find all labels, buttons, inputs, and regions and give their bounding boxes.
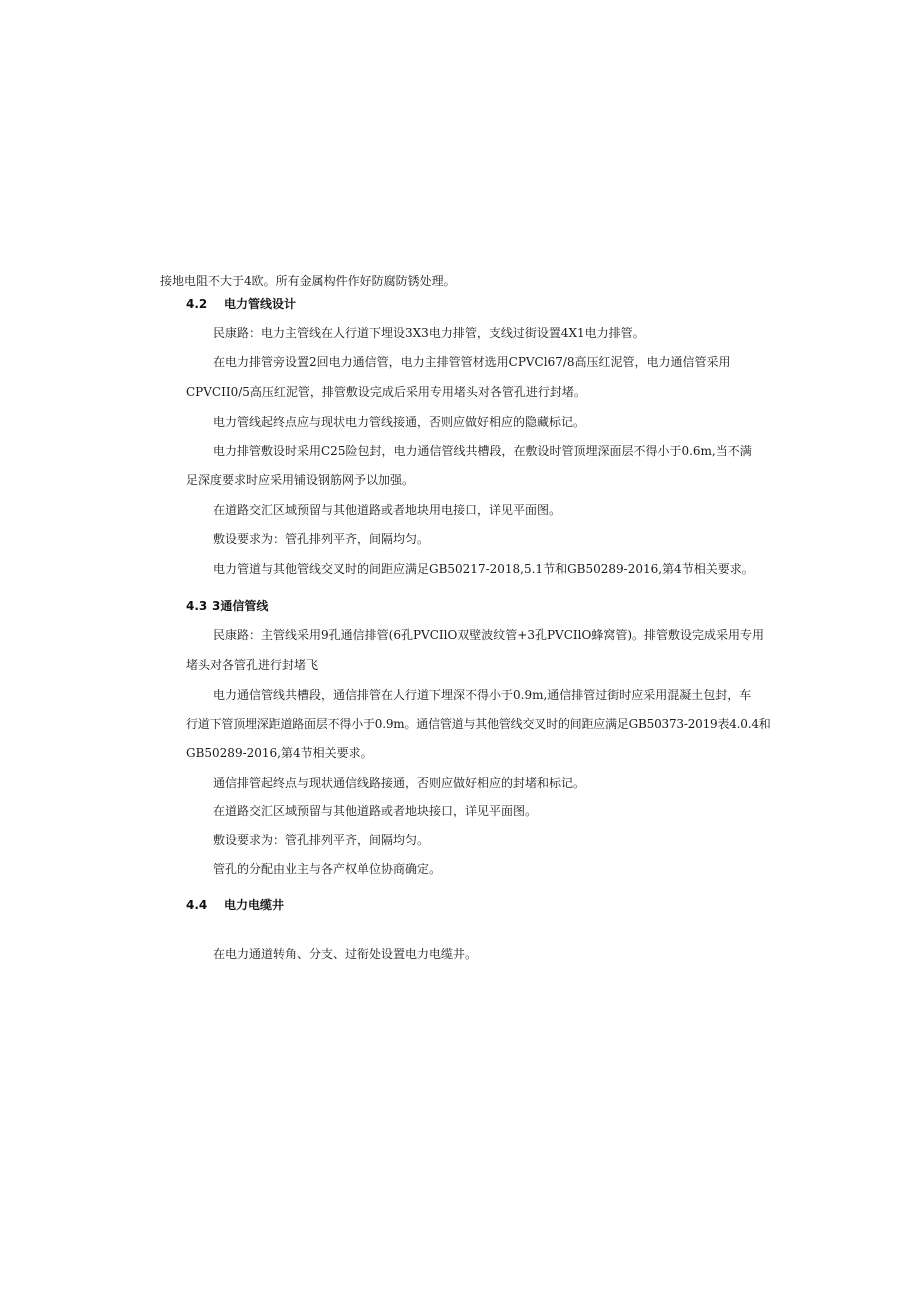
- section-number: 4.3: [186, 599, 208, 613]
- paragraph-line: 行道下管顶埋深距道路面层不得小于0.9m。通信管道与其他管线交叉时的间距应满足GB50373-2019表4.0.4和: [186, 717, 771, 731]
- paragraph-line: 电力管道与其他管线交叉时的间距应满足GB50217-2018,5.1节和GB50289-2016,第4节相关要求。: [213, 562, 754, 576]
- paragraph-line: 堵头对各管孔进行封堵飞: [186, 658, 319, 672]
- section-number: 4.4: [186, 898, 208, 912]
- paragraph-line: 足深度要求时应采用铺设钢筋网予以加强。: [186, 473, 415, 487]
- paragraph-line: 在电力通道转角、分支、过衔处设置电力电缆井。: [213, 947, 478, 961]
- paragraph-line: 在电力排管旁设置2回电力通信管，电力主排管管材选用CPVCl67/8高压红泥管，电力通信管采用: [213, 355, 731, 369]
- section-title: 电力管线设计: [224, 297, 297, 311]
- paragraph-line: 电力通信管线共槽段，通信排管在人行道下埋深不得小于0.9m,通信排管过街时应采用混凝土包封，车: [213, 688, 752, 702]
- section-heading-4-4: [186, 897, 284, 913]
- paragraph-line: 管孔的分配由业主与各产权单位协商确定。: [213, 862, 442, 876]
- section-heading-4-2: [186, 296, 296, 312]
- section-title: 电力电缆井: [224, 898, 285, 912]
- paragraph-line: 敷设要求为：管孔排列平齐，间隔均匀。: [213, 833, 430, 847]
- section-heading-4-3: [186, 598, 268, 614]
- paragraph-line: 民康路：主管线采用9孔通信排管(6孔PVCIlO双壁波纹管+3孔PVCIlO蜂窝管)。排管敷设完成采用专用: [213, 628, 765, 642]
- paragraph-line: 电力管线起终点应与现状电力管线接通，否则应做好相应的隐藏标记。: [213, 415, 586, 429]
- paragraph-line: 敷设要求为：管孔排列平齐，间隔均匀。: [213, 532, 430, 546]
- paragraph-line: 接地电阻不大于4欧。所有金属构件作好防腐防锈处理。: [160, 274, 456, 288]
- section-number: 4.2: [186, 297, 208, 311]
- paragraph-line: 通信排管起终点与现状通信线路接通，否则应做好相应的封堵和标记。: [213, 776, 586, 790]
- paragraph-line: 电力排管敷设时采用C25险包封，电力通信管线共槽段，在敷设时管顶埋深面层不得小于0.6m,当不满: [213, 444, 752, 458]
- paragraph-line: 在道路交汇区域预留与其他道路或者地块用电接口，详见平面图。: [213, 503, 562, 517]
- section-title: 3通信管线: [212, 599, 269, 613]
- paragraph-line: 在道路交汇区域预留与其他道路或者地块接口，详见平面图。: [213, 804, 538, 818]
- paragraph-line: 民康路：电力主管线在人行道下埋设3X3电力排管，支线过街设置4X1电力排管。: [213, 326, 645, 340]
- paragraph-line: GB50289-2016,第4节相关要求。: [186, 746, 373, 760]
- paragraph-line: CPVCII0/5高压红泥管，排管敷设完成后采用专用堵头对各管孔进行封堵。: [186, 385, 586, 399]
